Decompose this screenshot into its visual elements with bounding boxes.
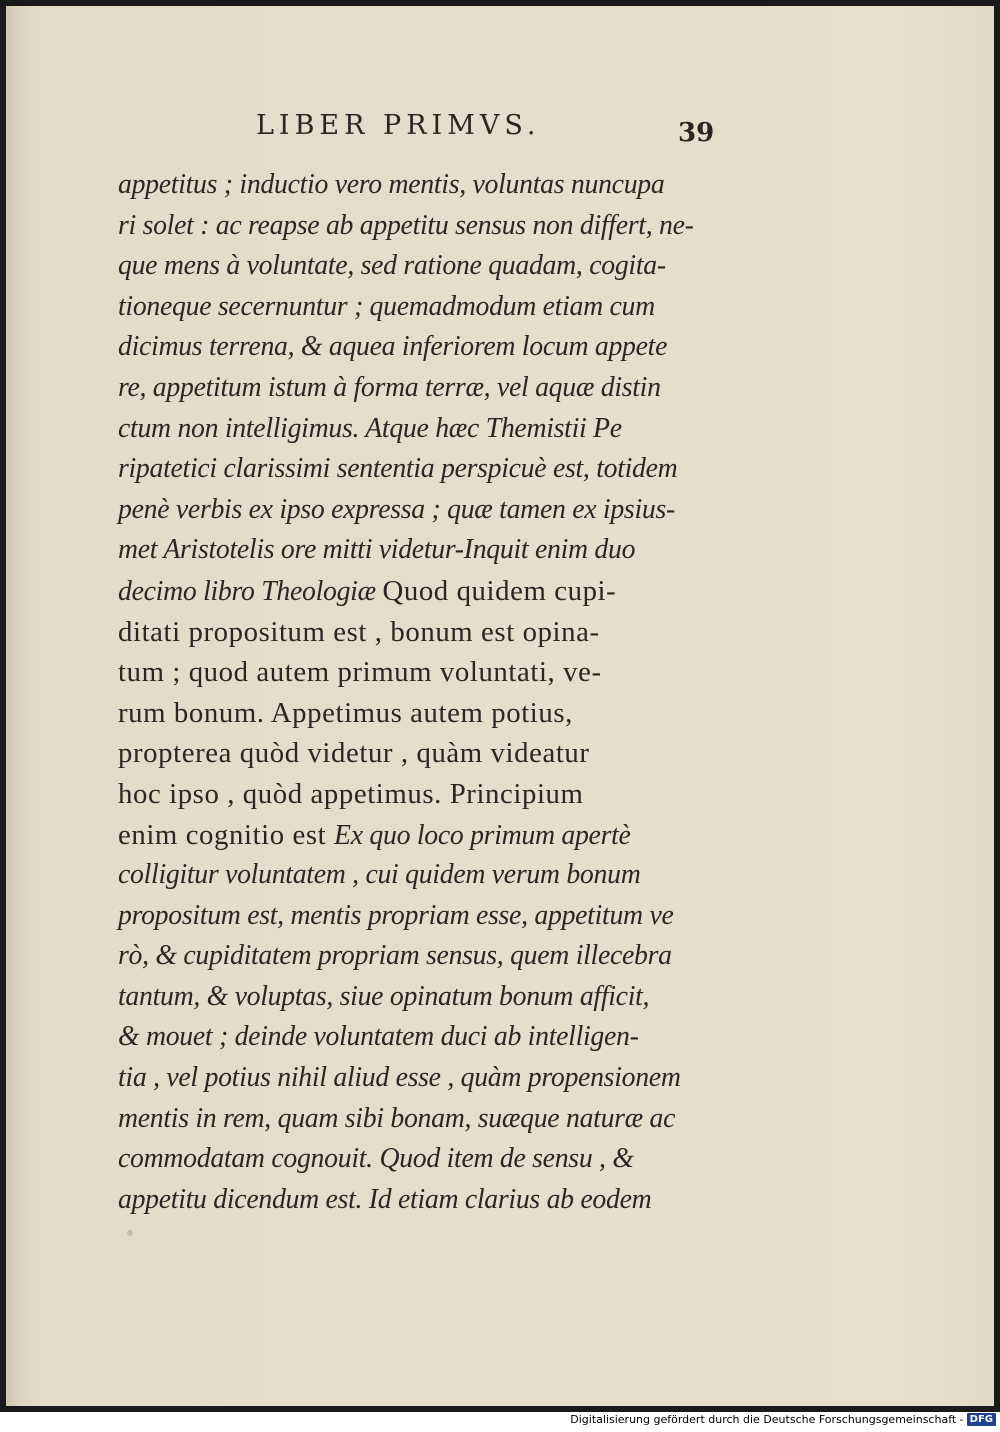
text-segment: rum bonum. Appetimus autem potius, [118,696,573,729]
text-segment: met Aristotelis ore mitti videtur-Inquit enim duo [118,534,636,566]
text-line [118,855,713,896]
text-segment: ripatetici clarissimi sententia perspicuè est, totidem [118,453,678,485]
text-line [118,774,713,815]
text-segment: colligitur voluntatem , cui quidem verum bonum [118,859,641,891]
text-segment: ri solet : ac reapse ab appetitu sensus non differt, ne- [118,209,694,241]
text-segment: tantum, & voluptas, siue opinatum bonum afficit, [118,980,650,1012]
text-line [118,1139,713,1180]
text-line [118,1058,713,1099]
text-line [118,449,713,490]
footer-text: Digitalisierung gefördert durch die Deutsche Forschungsgemeinschaft - [570,1413,964,1426]
paper-spot [127,1230,133,1236]
text-line [118,733,713,774]
text-line [118,490,713,531]
text-line [118,1099,713,1140]
text-line [118,693,713,734]
text-segment: re, appetitum istum à forma terræ, vel aquæ distin [118,371,661,403]
text-line [118,896,713,937]
text-line [118,1017,713,1058]
text-segment: hoc ipso , quòd appetimus. Principium [118,777,584,810]
text-line [118,368,713,409]
text-segment: Ex quo loco primum apertè [334,819,631,851]
text-line [118,206,713,247]
text-segment: rò, & cupiditatem propriam sensus, quem illecebra [118,940,672,972]
text-line [118,936,713,977]
body-text [118,165,718,1220]
text-segment: tioneque secernuntur ; quemadmodum etiam cum [118,290,655,322]
text-line [118,165,713,206]
text-line [118,652,713,693]
text-line [118,815,713,856]
text-segment: propositum est, mentis propriam esse, appetitum ve [118,899,674,931]
text-segment: dicimus terrena, & aquea inferiorem locum appete [118,331,668,363]
text-segment: Quod quidem cupi- [382,574,617,607]
text-line [118,246,713,287]
text-line [118,612,713,653]
text-segment: tum ; quod autem primum voluntati, ve- [118,656,602,689]
text-segment: decimo libro Theologiæ [118,575,383,607]
text-segment: penè verbis ex ipso expressa ; quæ tamen ex ipsius- [118,493,675,525]
text-line [118,409,713,450]
text-segment: appetitus ; inductio vero mentis, voluntas nuncupa [118,169,665,200]
running-head: LIBER PRIMVS. [256,110,541,141]
book-page [6,6,994,1406]
text-segment: mentis in rem, quam sibi bonam, suæque naturæ ac [118,1102,676,1134]
text-segment: que mens à voluntate, sed ratione quadam, cogita- [118,250,666,282]
text-segment: enim cognitio est [118,818,335,851]
text-segment: propterea quòd videtur , quàm videatur [118,737,590,770]
text-line [118,977,713,1018]
text-segment: commodatam cognouit. Quod item de sensu , & [118,1143,634,1175]
text-segment: ctum non intelligimus. Atque hæc Themistii Pe [118,412,622,444]
dfg-logo: DFG [967,1413,996,1426]
page-number: 39 [678,118,715,148]
text-line [118,1180,713,1221]
text-line [118,571,713,612]
text-segment: appetitu dicendum est. Id etiam clarius ab eodem [118,1183,652,1215]
text-segment: ditati propositum est , bonum est opina- [118,615,600,648]
text-line [118,530,713,571]
text-segment: & mouet ; deinde voluntatem duci ab intelligen- [118,1021,639,1053]
footer-credit [570,1413,996,1426]
text-line [118,327,713,368]
text-segment: tia , vel potius nihil aliud esse , quàm propensionem [118,1062,681,1094]
text-line [118,287,713,328]
